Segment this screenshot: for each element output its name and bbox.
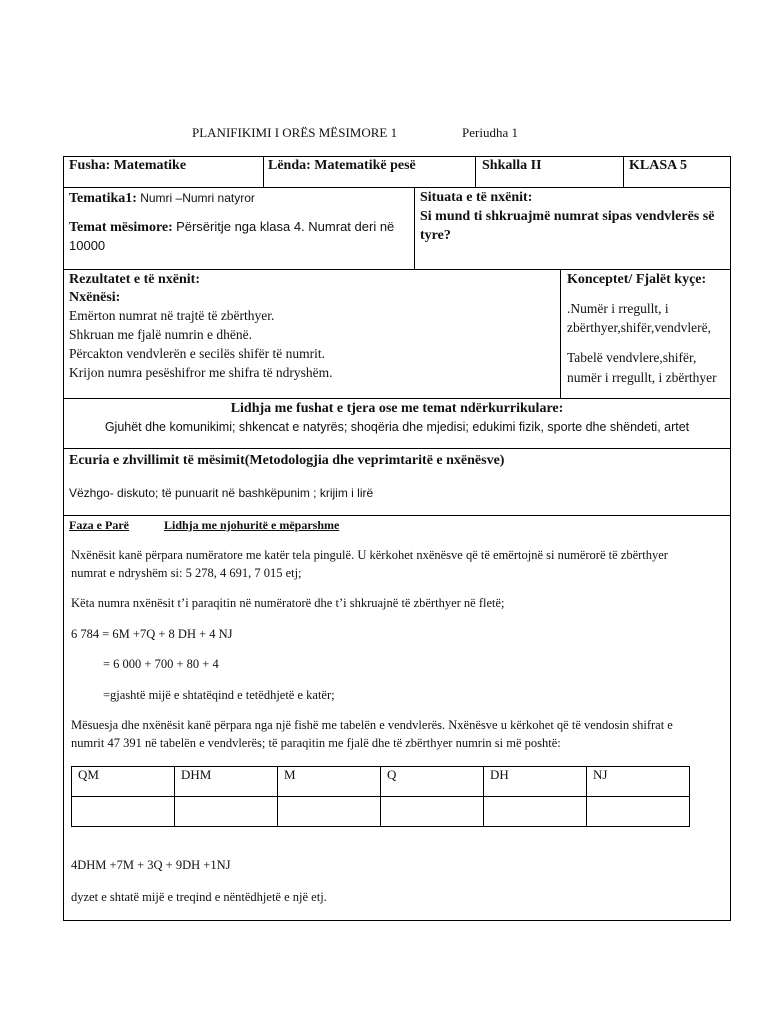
temat-value-cont: 10000 — [69, 238, 106, 253]
col-divider — [623, 156, 624, 188]
paragraph: numrit 47 391 në tabelën e vendvlerës; të paraqitin me fjalë dhe të zbërthyer numrin si më poshtë: — [71, 736, 561, 750]
table-header-cell: Q — [381, 767, 484, 797]
col-divider — [560, 269, 561, 399]
lidhja-text: Gjuhët dhe komunikimi; shkencat e natyrës; shoqëria dhe mjedisi; edukimi fizik, sporte dhe shëndeti, artet — [104, 420, 690, 434]
table-header-cell: QM — [72, 767, 175, 797]
table-header-cell: NJ — [587, 767, 690, 797]
col-divider — [263, 156, 264, 188]
table-header-cell: DH — [484, 767, 587, 797]
result-item: Shkruan me fjalë numrin e dhënë. — [69, 327, 252, 342]
tematika-line — [69, 190, 255, 208]
paragraph: Këta numra nxënësit t’i paraqitin në numëratorë dhe t’i shkruajnë të zbërthyer në fletë; — [71, 596, 505, 610]
col-divider — [414, 187, 415, 270]
result-item: Përcakton vendvlerën e secilës shifër të numrit. — [69, 346, 326, 361]
table-cell — [175, 797, 278, 827]
lenda-cell: Lënda: Matematikë pesë — [268, 158, 416, 173]
paragraph: Nxënësit kanë përpara numëratore me katër tela pingulë. U kërkohet nxënësve që të emërtojnë si numërorë të zbërthyer — [71, 548, 668, 562]
equation: =gjashtë mijë e shtatëqind e tetëdhjetë e katër; — [103, 688, 335, 702]
table-cell — [381, 797, 484, 827]
temat-line — [69, 219, 394, 237]
konceptet-text: Tabelë vendvlere,shifër, — [567, 350, 697, 365]
paragraph: numrat e ndryshëm si: 5 278, 4 691, 7 015 etj; — [71, 566, 302, 580]
period-label: Periudha 1 — [462, 125, 518, 140]
col-divider — [475, 156, 476, 188]
row-divider — [63, 515, 731, 516]
paragraph: Mësuesja dhe nxënësit kanë përpara nga një fishë me tabelën e vendvlerës. Nxënësve u kërkohet që të vendosin shifrat e — [71, 718, 673, 732]
phase-title: Lidhja me njohuritë e mëparshme — [164, 518, 340, 532]
lidhja-title: Lidhja me fushat e tjera ose me temat ndërkurrikulare: — [230, 401, 564, 416]
result-item: Emërton numrat në trajtë të zbërthyer. — [69, 308, 275, 323]
ecuria-title: Ecuria e zhvillimit të mësimit(Metodologjia dhe veprimtaritë e nxënësve) — [69, 453, 505, 468]
konceptet-text: .Numër i rregullt, i — [567, 301, 669, 316]
table-row — [72, 797, 690, 827]
table-cell — [484, 797, 587, 827]
tematika-value: Numri –Numri natyror — [140, 191, 255, 205]
result-item: Krijon numra pesëshifror me shifra të ndryshëm. — [69, 365, 333, 380]
temat-value: Përsëritje nga klasa 4. Numrat deri në — [176, 219, 395, 234]
ecuria-text: Vëzhgo- diskuto; të punuarit në bashkëpunim ; krijim i lirë — [69, 486, 374, 500]
paragraph: dyzet e shtatë mijë e treqind e nëntëdhjetë e një etj. — [71, 890, 327, 904]
equation: = 6 000 + 700 + 80 + 4 — [103, 657, 219, 671]
shkalla-cell: Shkalla II — [482, 158, 542, 173]
situata-label: Situata e të nxënit: — [420, 190, 533, 205]
konceptet-label: Konceptet/ Fjalët kyçe: — [567, 272, 707, 287]
temat-label: Temat mësimore: — [69, 220, 173, 235]
table-cell — [72, 797, 175, 827]
equation: 4DHM +7M + 3Q + 9DH +1NJ — [71, 858, 231, 872]
table-header-row — [72, 767, 690, 797]
nxenesi-label: Nxënësi: — [69, 290, 121, 305]
klasa-cell: KLASA 5 — [629, 158, 687, 173]
place-value-table — [71, 766, 690, 827]
tematika-label: Tematika1: — [69, 191, 137, 206]
fusha-cell: Fusha: Matematike — [69, 158, 187, 173]
table-header-cell: DHM — [175, 767, 278, 797]
document-title: PLANIFIKIMI I ORËS MËSIMORE 1 — [192, 125, 398, 140]
situata-question-cont: tyre? — [420, 228, 451, 243]
konceptet-text: numër i rregullt, i zbërthyer — [567, 370, 717, 385]
equation: 6 784 = 6M +7Q + 8 DH + 4 NJ — [71, 627, 233, 641]
situata-question: Si mund ti shkruajmë numrat sipas vendvlerës së — [420, 209, 715, 224]
rezultatet-label: Rezultatet e të nxënit: — [69, 272, 201, 287]
row-divider — [63, 269, 731, 270]
phase-label: Faza e Parë — [69, 518, 129, 532]
row-divider — [63, 398, 731, 399]
table-cell — [278, 797, 381, 827]
row-divider — [63, 187, 731, 188]
row-divider — [63, 448, 731, 449]
table-header-cell: M — [278, 767, 381, 797]
konceptet-text: zbërthyer,shifër,vendvlerë, — [567, 320, 711, 335]
table-cell — [587, 797, 690, 827]
